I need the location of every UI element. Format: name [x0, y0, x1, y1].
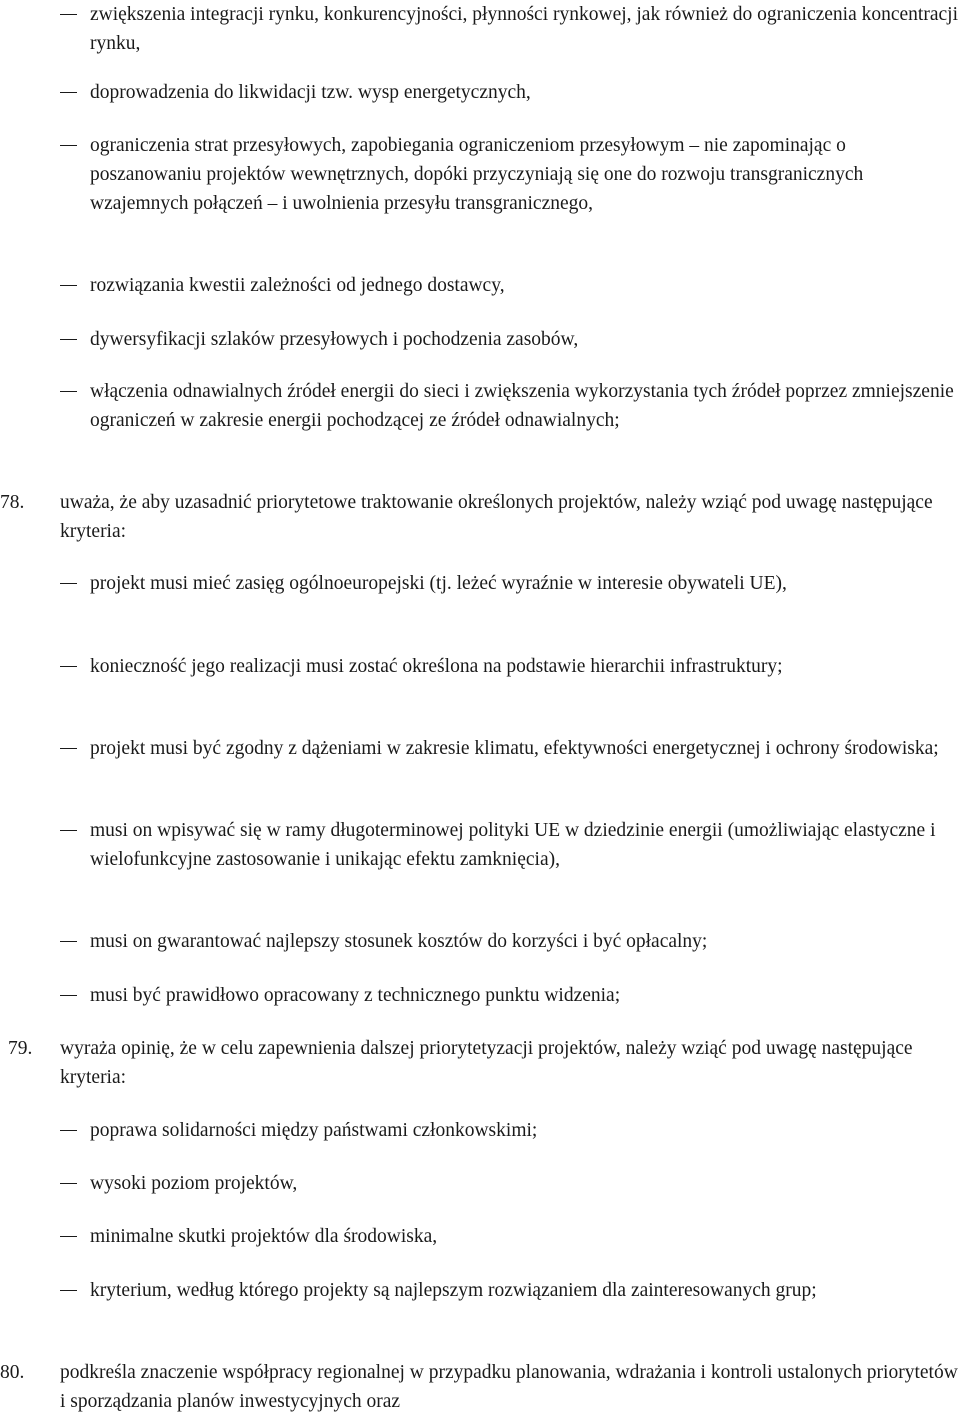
item-text: poprawa solidarności między państwami członkowskimi; — [90, 1120, 538, 1141]
item-text: zwiększenia integracji rynku, konkurencyjności, płynności rynkowej, jak również do ograniczenia koncentracji rynku, — [90, 4, 958, 54]
bullet-list-item — [60, 271, 960, 300]
item-text: rozwiązania kwestii zależności od jednego dostawcy, — [90, 275, 505, 296]
dash-bullet — [60, 391, 77, 392]
item-text: włączenia odnawialnych źródeł energii do sieci i zwiększenia wykorzystania tych źródeł poprzez zmniejszenie ograniczeń w zakresie energii pochodzącej ze źródeł odnawialnych; — [90, 381, 954, 431]
item-text: uważa, że aby uzasadnić priorytetowe traktowanie określonych projektów, należy wziąć pod uwagę następujące kryteria: — [60, 492, 933, 542]
item-text: projekt musi być zgodny z dążeniami w zakresie klimatu, efektywności energetycznej i ochrony środowiska; — [90, 738, 939, 759]
item-text: wyraża opinię, że w celu zapewnienia dalszej priorytetyzacji projektów, należy wziąć pod uwagę następujące kryteria: — [60, 1038, 913, 1088]
numbered-paragraph — [0, 1034, 960, 1092]
bullet-list-item — [60, 1222, 960, 1251]
dash-bullet — [60, 1236, 77, 1237]
bullet-list-item — [60, 377, 960, 435]
item-text: podkreśla znaczenie współpracy regionalnej w przypadku planowania, wdrażania i kontroli ustalonych priorytetów i sporządzania planów inwestycyjnych oraz — [60, 1362, 958, 1412]
numbered-paragraph — [0, 1358, 960, 1416]
bullet-list-item — [60, 981, 960, 1010]
bullet-list-item — [60, 652, 960, 681]
paragraph-number: 78. — [0, 492, 25, 513]
item-text: ograniczenia strat przesyłowych, zapobiegania ograniczeniom przesyłowym – nie zapominając o poszanowaniu projektów wewnętrznych, dopóki przyczyniają się one do rozwoju transgranicznych wzajemnych połączeń – i uwolnienia przesyłu transgranicznego, — [90, 135, 864, 214]
bullet-list-item — [60, 78, 960, 107]
item-text: wysoki poziom projektów, — [90, 1173, 298, 1194]
paragraph-number: 80. — [0, 1362, 25, 1383]
item-text: doprowadzenia do likwidacji tzw. wysp energetycznych, — [90, 82, 531, 103]
dash-bullet — [60, 1183, 77, 1184]
item-text: konieczność jego realizacji musi zostać określona na podstawie hierarchii infrastruktury; — [90, 656, 783, 677]
item-text: musi on gwarantować najlepszy stosunek kosztów do korzyści i być opłacalny; — [90, 931, 708, 952]
item-text: minimalne skutki projektów dla środowiska, — [90, 1226, 438, 1247]
bullet-list-item — [60, 1169, 960, 1198]
item-text: kryterium, według którego projekty są najlepszym rozwiązaniem dla zainteresowanych grup; — [90, 1280, 817, 1301]
dash-bullet — [60, 941, 77, 942]
bullet-list-item — [60, 1116, 960, 1145]
item-text: musi on wpisywać się w ramy długoterminowej polityki UE w dziedzinie energii (umożliwiając elastyczne i wielofunkcyjne zastosowanie i unikając efektu zamknięcia), — [90, 820, 936, 870]
dash-bullet — [60, 1290, 77, 1291]
dash-bullet — [60, 14, 77, 15]
bullet-list-item — [60, 816, 960, 874]
bullet-list-item — [60, 0, 960, 58]
bullet-list-item — [60, 569, 960, 598]
dash-bullet — [60, 1130, 77, 1131]
bullet-list-item — [60, 131, 960, 218]
item-text: projekt musi mieć zasięg ogólnoeuropejski (tj. leżeć wyraźnie w interesie obywateli UE), — [90, 573, 787, 594]
numbered-paragraph — [0, 488, 960, 546]
dash-bullet — [60, 995, 77, 996]
dash-bullet — [60, 583, 77, 584]
dash-bullet — [60, 145, 77, 146]
dash-bullet — [60, 666, 77, 667]
dash-bullet — [60, 92, 77, 93]
bullet-list-item — [60, 325, 960, 354]
bullet-list-item — [60, 927, 960, 956]
dash-bullet — [60, 285, 77, 286]
item-text: dywersyfikacji szlaków przesyłowych i pochodzenia zasobów, — [90, 329, 579, 350]
item-text: musi być prawidłowo opracowany z technicznego punktu widzenia; — [90, 985, 621, 1006]
bullet-list-item — [60, 734, 960, 763]
dash-bullet — [60, 830, 77, 831]
dash-bullet — [60, 748, 77, 749]
dash-bullet — [60, 339, 77, 340]
bullet-list-item — [60, 1276, 960, 1305]
paragraph-number: 79. — [8, 1038, 33, 1059]
